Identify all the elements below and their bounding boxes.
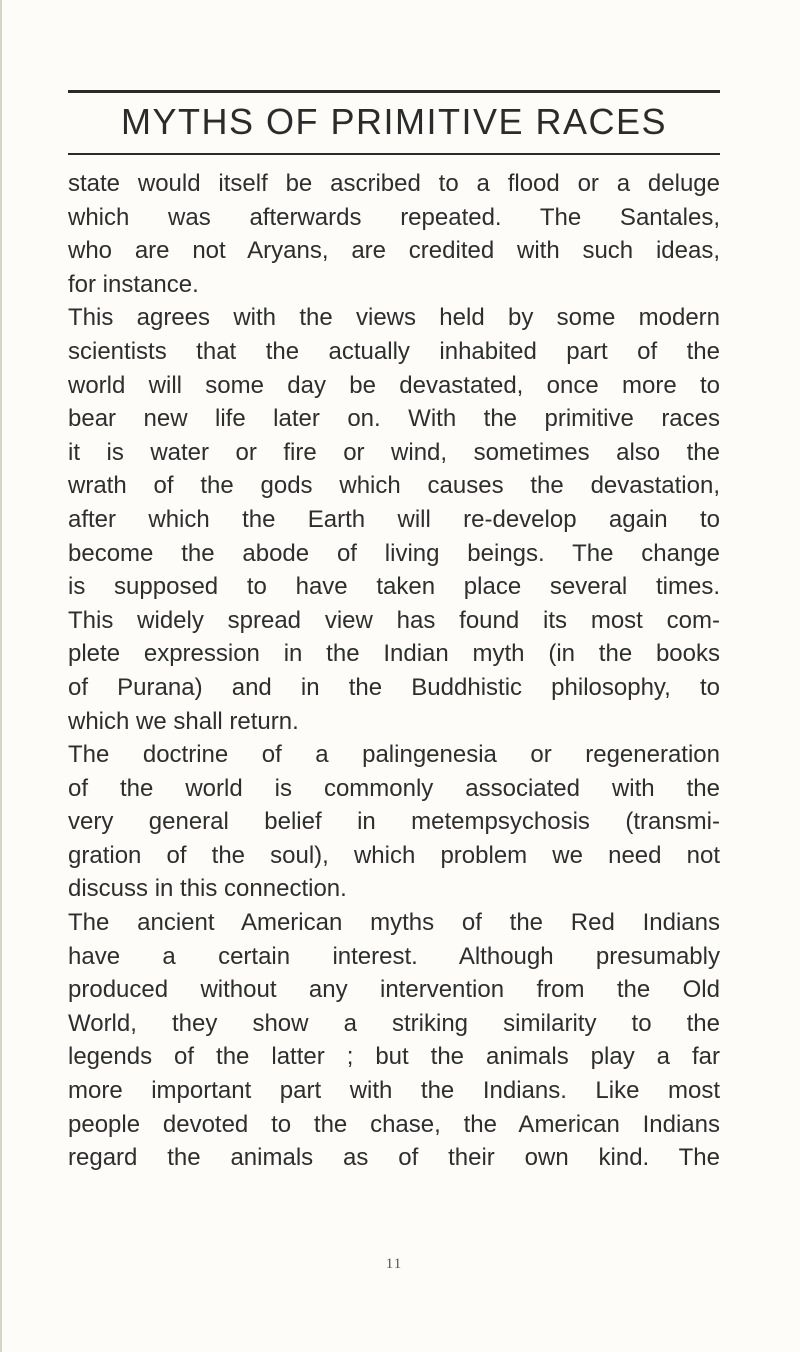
text-line: more important part with the Indians. Like most: [68, 1077, 720, 1105]
text-line: after which the Earth will re-develop again to: [68, 505, 720, 533]
header-rule-top: [68, 90, 720, 93]
text-line: World, they show a striking similarity to the: [68, 1009, 720, 1037]
text-line: This widely spread view has found its most com-: [68, 606, 720, 634]
text-line: become the abode of living beings. The change: [68, 539, 720, 567]
header-rule-bottom: [68, 153, 720, 155]
text-line: it is water or fire or wind, sometimes also the: [68, 438, 720, 466]
text-line: The doctrine of a palingenesia or regeneration: [68, 741, 720, 769]
text-line: legends of the latter ; but the animals play a far: [68, 1043, 720, 1071]
text-line: have a certain interest. Although presumably: [68, 942, 720, 970]
text-line: of the world is commonly associated with the: [68, 774, 720, 802]
text-line: This agrees with the views held by some modern: [68, 304, 720, 332]
text-line: discuss in this connection.: [68, 875, 347, 903]
text-line: state would itself be ascribed to a flood or a deluge: [68, 170, 720, 197]
text-line: people devoted to the chase, the American Indians: [68, 1110, 720, 1138]
text-line: of Purana) and in the Buddhistic philosophy, to: [68, 673, 720, 701]
text-line: The ancient American myths of the Red Indians: [68, 909, 720, 937]
text-line: for instance.: [68, 270, 199, 298]
text-line: is supposed to have taken place several times.: [68, 573, 720, 601]
text-line: plete expression in the Indian myth (in the books: [68, 640, 720, 668]
page-edge: [0, 0, 2, 1352]
text-line: regard the animals as of their own kind. The: [68, 1144, 720, 1172]
text-line: which was afterwards repeated. The Santales,: [68, 203, 720, 231]
text-line: produced without any intervention from the Old: [68, 976, 720, 1004]
text-line: bear new life later on. With the primitive races: [68, 405, 720, 433]
text-line: very general belief in metempsychosis (transmi-: [68, 808, 720, 836]
text-line: world will some day be devastated, once more to: [68, 371, 720, 399]
text-line: gration of the soul), which problem we need not: [68, 841, 720, 869]
text-line: which we shall return.: [68, 707, 299, 735]
page-number: 11: [385, 1256, 403, 1272]
text-line: scientists that the actually inhabited part of the: [68, 337, 720, 365]
body-text: [68, 167, 720, 1175]
text-line: wrath of the gods which causes the devastation,: [68, 472, 720, 500]
running-head: MYTHS OF PRIMITIVE RACES: [120, 101, 668, 142]
text-line: who are not Aryans, are credited with such ideas,: [68, 237, 720, 265]
